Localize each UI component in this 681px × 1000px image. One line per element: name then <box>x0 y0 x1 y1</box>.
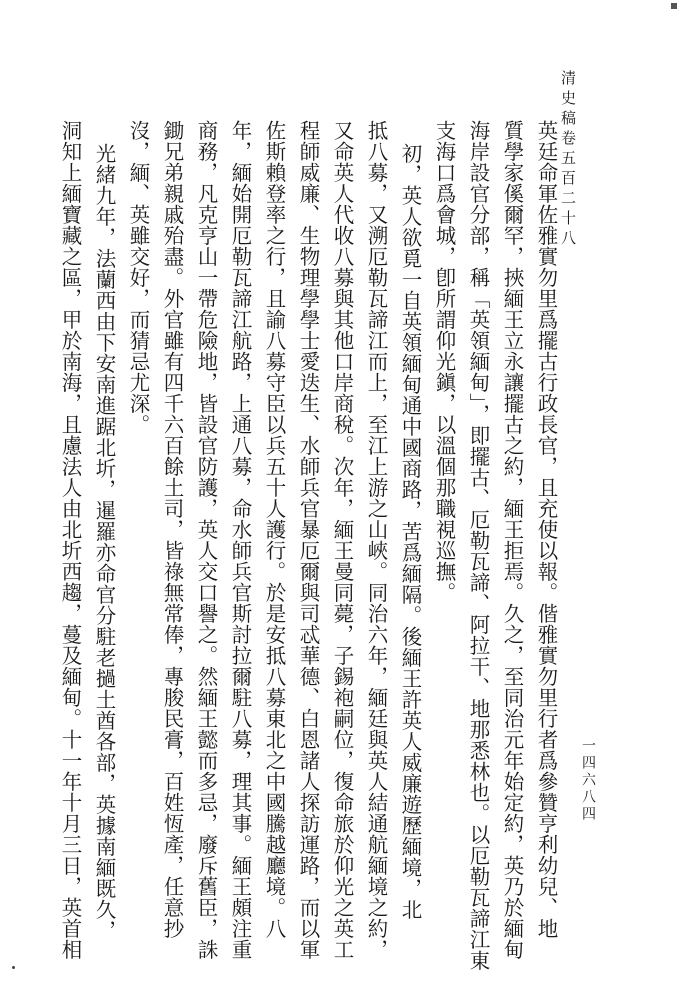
text-line: 英廷命軍佐雅實勿里爲擺古行政長官，且充使以報。偕雅實勿里行者爲參贊亨利幼兒、地 <box>534 120 558 939</box>
text-line: 程師威廉、生物理學學士愛迭生、水師兵官暴厄爾與司忒華德、白恩諸人探訪運路，而以軍 <box>296 120 320 960</box>
vertical-text-body <box>53 120 563 970</box>
text-line: 支海口爲會城，卽所謂仰光鎭，以溫個那職視巡撫。 <box>432 120 456 603</box>
page-header-title: 清史稿卷五百二十八 <box>559 70 577 250</box>
text-line: 年，緬始開厄勒瓦諦江航路，上通八募，命水師兵官斯討拉爾駐八募，理其事。緬王頗注重 <box>228 120 252 960</box>
text-line: 海岸設官分部，稱「英領緬甸」，即擺古、厄勒瓦諦、阿拉干、地那悉林也。以厄勒瓦諦江東 <box>466 120 490 971</box>
text-line: 洞知上緬寶藏之區，甲於南海，且慮法人由北圻西趨，蔓及緬甸。十一年十月三日，英首相 <box>58 120 82 960</box>
text-line: 又命英人代收八募與其他口岸商稅。次年，緬王曼同薨，子錫袍嗣位，復命旅於仰光之英工 <box>330 120 354 960</box>
text-line: 佐斯賴登率之行，且諭八募守臣以兵五十人護行。於是安抵八募東北之中國騰越廳境。八 <box>262 120 286 939</box>
text-line: 鋤兄弟親戚殆盡。外官雖有四千六百餘土司，皆祿無常俸，專朘民膏，百姓恆產，任意抄 <box>160 120 184 939</box>
scan-dust-dot <box>12 966 15 969</box>
page-number: 一四六八四 <box>580 738 596 823</box>
text-line: 質學家傒爾罕，挾緬王立永讓擺古之約，緬王拒焉。久之，至同治元年始定約，英乃於緬甸 <box>500 120 524 960</box>
text-line: 光緒九年，法蘭西由下安南進踞北圻，暹羅亦命官分駐老撾土酋各部，英據南緬既久， <box>92 142 116 941</box>
text-line: 沒，緬、英雖交好，而猜忌尤深。 <box>126 120 150 435</box>
scan-corner-mark <box>671 3 677 9</box>
text-line: 抵八募，又溯厄勒瓦諦江而上，至江上游之山峽。同治六年，緬廷與英人結通航緬境之約， <box>364 120 388 960</box>
text-line: 商務，凡克亨山一帶危險地，皆設官防護，英人交口譽之。然緬王懿而多忌，廢斥舊臣，誅 <box>194 120 218 960</box>
text-line: 初，英人欲覓一自英領緬甸通中國商路，苦爲緬隔。後緬王許英人威廉遊歷緬境，北 <box>398 142 422 920</box>
